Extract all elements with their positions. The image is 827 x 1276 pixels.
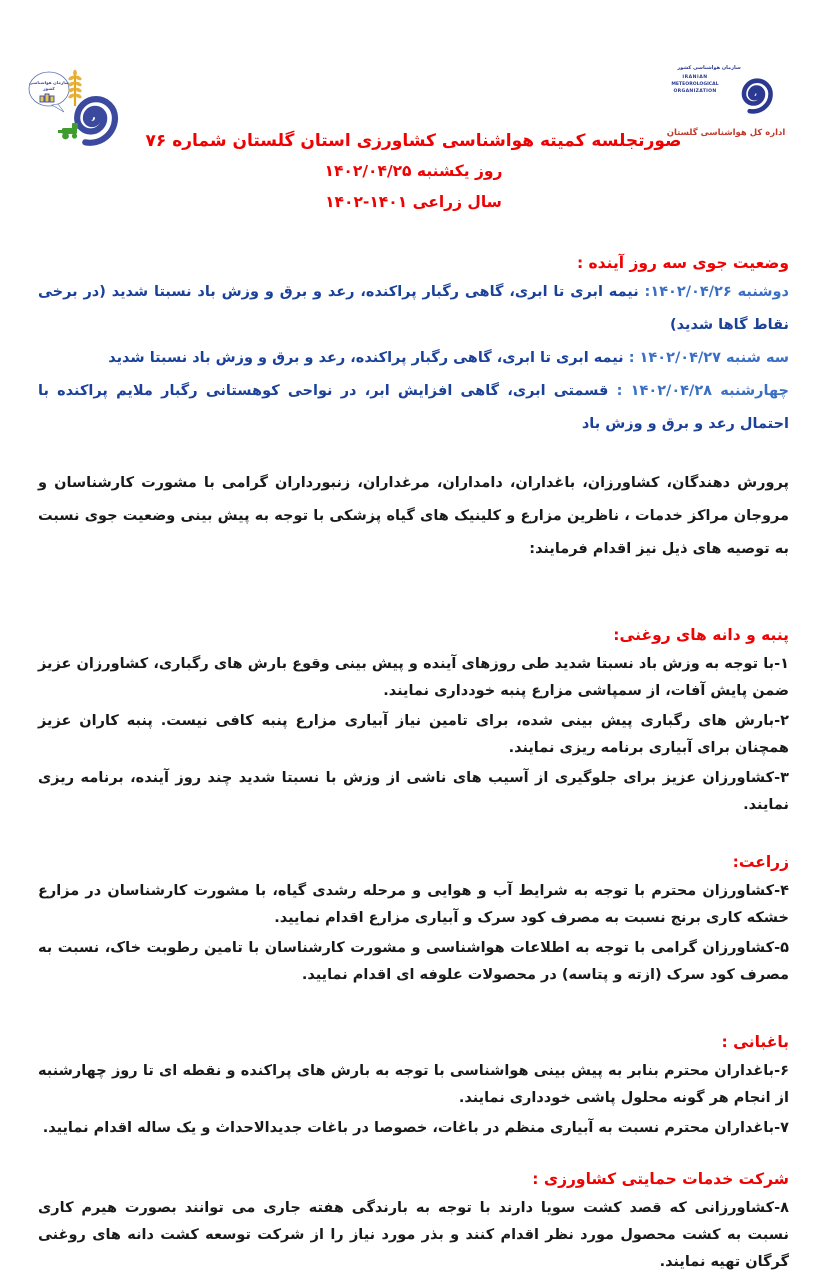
wheat-glyph: [68, 70, 83, 106]
document-title: صورتجلسه کمیته هواشناسی کشاورزی استان گلستان شماره ۷۶: [145, 131, 682, 151]
forecast-heading: وضعیت جوی سه روز آینده :: [576, 254, 789, 272]
forecast-day-text: قسمتی ابری، گاهی افزایش ابر، در نواحی کوهستانی رگبار ملایم پراکنده با احتمال رعد و برق و وزش باد: [38, 383, 789, 432]
forecast-day-tuesday: [38, 342, 789, 375]
advisory-item-5: ۵-کشاورزان گرامی با توجه به اطلاعات هواشناسی و مشورت کارشناسان با تامین رطوبت خاک، نسبت به مصرف کود سرک (ازته و پتاسه) در محصولات علوفه ای اقدام نمایید.: [38, 940, 789, 983]
forecast-day-text: نیمه ابری تا ابری، گاهی رگبار پراکنده، رعد و برق و وزش باد نسبتا شدید: [108, 350, 624, 366]
advisory-item-8: ۸-کشاورزانی که قصد کشت سویا دارند با توجه به بارندگی هفته جاری می توانند بصورت هیرم کاری نسبت به کشت محصول مورد نظر اقدام کنند و بذر مورد نیاز را از شرکت توسعه کشت دانه های روغنی گرگان تهیه نمایند.: [38, 1200, 789, 1270]
advisory-item-7: ۷-باغداران محترم نسبت به آبیاری منظم در باغات، خصوصا در باغات جدیدالاحداث و یک ساله اقدام نمایید.: [42, 1120, 789, 1136]
agro-meteorology-logo: [28, 66, 148, 161]
logo-bubble: [29, 72, 69, 112]
advisory-item-1: ۱-با توجه به وزش باد نسبتا شدید طی روزهای آینده و پیش بینی وقوع بارش های رگباری، کشاورزان عزیز ضمن پایش آفات، از سمپاشی مزارع پنبه خودداری نمایند.: [38, 656, 789, 699]
irimo-logo: [661, 60, 791, 140]
irimo-en-line1: IRANIAN: [682, 75, 708, 80]
forecast-day-label: دوشنبه ۱۴۰۲/۰۴/۲۶:: [644, 284, 789, 300]
section-support-services: [38, 1166, 789, 1276]
section-cotton-oilseeds: [38, 622, 789, 819]
left-logo-text-line1: سازمان هواشناسی: [28, 80, 70, 85]
left-logo-text-line2: کشور: [43, 86, 55, 91]
agro-meteorology-spiral-graphic: [28, 66, 148, 161]
irimo-logo-graphic: [661, 60, 791, 122]
section-heading: شرکت خدمات حمایتی کشاورزی :: [532, 1170, 789, 1188]
advisory-item-3: ۳-کشاورزان عزیز برای جلوگیری از آسیب های ناشی از وزش با نسبتا شدید چند روز آینده، برنامه ریزی نمایند.: [38, 770, 789, 813]
crop-year: سال زراعی ۱۴۰۱-۱۴۰۲: [325, 193, 502, 211]
advisory-item-2: ۲-بارش های رگباری پیش بینی شده، برای تامین نیاز آبیاری مزارع پنبه کافی نیست. پنبه کاران عزیز همچنان برای آبیاری برنامه ریزی نمایند.: [38, 713, 789, 756]
irimo-caption: اداره کل هواشناسی گلستان: [666, 128, 786, 138]
section-agronomy: [38, 849, 789, 989]
section-heading: زراعت:: [732, 853, 789, 871]
section-heading: باغبانی :: [721, 1033, 789, 1051]
document-date: روز یکشنبه ۱۴۰۲/۰۴/۲۵: [324, 162, 503, 180]
advisory-item-4: ۴-کشاورزان محترم با توجه به شرایط آب و هوایی و مرحله رشدی گیاه، با مشورت کارشناسان در مزارع خشکه کاری برنج نسبت به مصرف کود سرک و آبیاری مزارع اقدام نمایید.: [38, 883, 789, 926]
advisory-item-6: ۶-باغداران محترم بنابر به پیش بینی هواشناسی با توجه به بارش های پراکنده و نقطه ای تا روز چهارشنبه از انجام هر گونه محلول پاشی خودداری نمایند.: [38, 1063, 789, 1106]
irimo-en-line3: ORGANIZATION: [673, 89, 717, 94]
forecast-day-label: سه شنبه ۱۴۰۲/۰۴/۲۷ :: [628, 350, 789, 366]
section-horticulture: [38, 1029, 789, 1142]
section-heading: پنبه و دانه های روغنی:: [613, 626, 789, 644]
forecast-day-text: نیمه ابری تا ابری، گاهی رگبار پراکنده، رعد و برق و وزش باد نسبتا شدید (در برخی نقاط گاها شدید): [38, 284, 789, 333]
irimo-fa-name: سازمان هواشناسی کشور: [677, 65, 741, 71]
irimo-en-line2: METEOROLOGICAL: [671, 82, 719, 87]
forecast-day-monday: [38, 276, 789, 342]
forecast-day-label: چهارشنبه ۱۴۰۲/۰۴/۲۸ :: [616, 383, 789, 399]
forecast-day-wednesday: [38, 375, 789, 441]
advisory-intro: پرورش دهندگان، کشاورزان، باغداران، دامداران، مرغداران، زنبورداران گرامی با مشورت کارشناسان و مروجان مراکز خدمات ، ناظرین مزارع و کلینیک های گیاه پزشکی با توجه به پیش بینی وضعیت جوی نسبت به توصیه های ذیل نیز اقدام فرمایند:: [38, 475, 789, 557]
document-body: [0, 250, 827, 1276]
tractor-glyph: [58, 123, 78, 139]
